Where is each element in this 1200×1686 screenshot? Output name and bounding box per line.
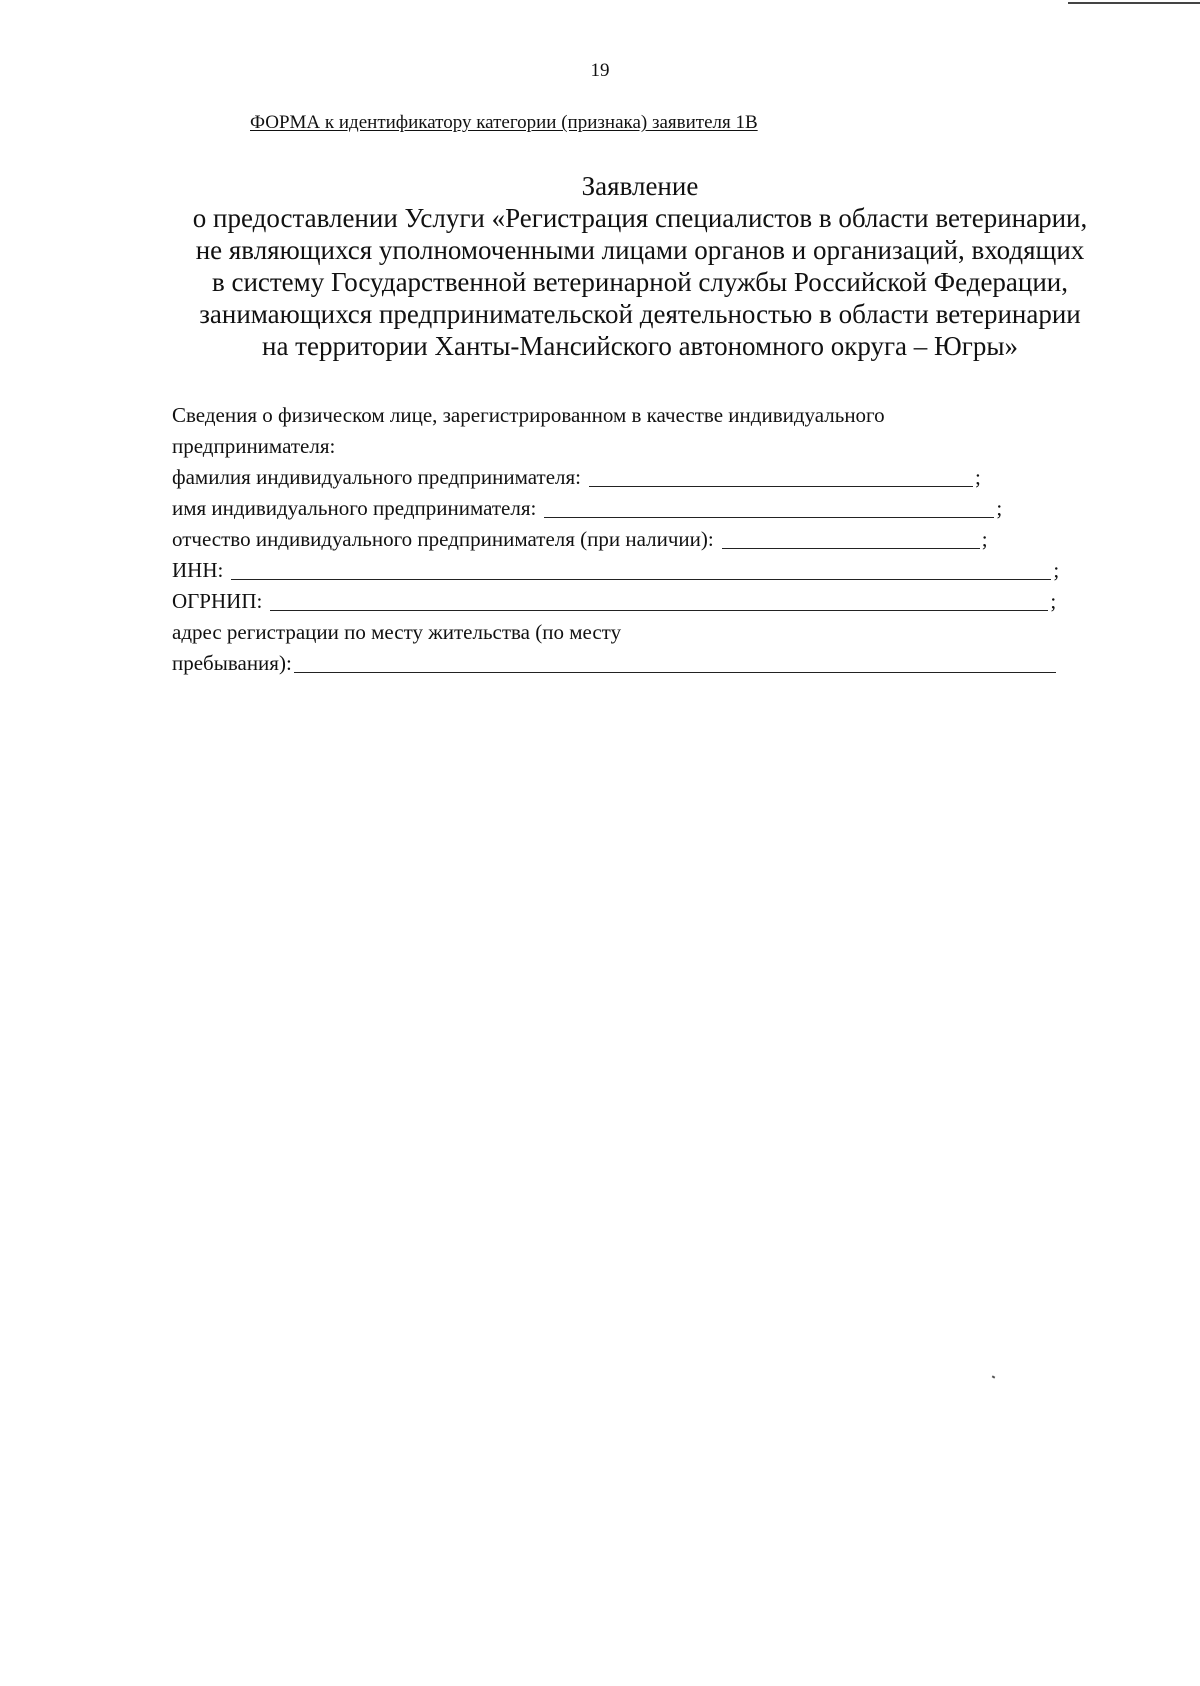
title-line: на территории Ханты-Мансийского автономного округа – Югры» (262, 331, 1018, 361)
patronymic-label: отчество индивидуального предпринимателя (при наличии): (172, 527, 714, 551)
inn-field-row (172, 555, 1092, 586)
address-label-cont: пребывания): (172, 651, 292, 675)
form-identifier: ФОРМА к идентификатору категории (признака) заявителя 1В (250, 112, 758, 133)
form-intro-line: предпринимателя: (172, 434, 336, 458)
first-name-label: имя индивидуального предпринимателя: (172, 496, 537, 520)
address-field-row (172, 648, 1072, 679)
patronymic-blank[interactable] (722, 528, 980, 549)
page-number: 19 (590, 60, 610, 81)
scan-speck (992, 1375, 996, 1378)
inn-label: ИНН: (172, 558, 224, 582)
title-line: в систему Государственной ветеринарной службы Российской Федерации, (211, 267, 1069, 297)
inn-blank[interactable] (231, 559, 1051, 580)
title-line: не являющихся уполномоченными лицами органов и организаций, входящих (195, 235, 1085, 265)
surname-blank[interactable] (589, 466, 973, 487)
title-line: о предоставлении Услуги «Регистрация специалистов в области ветеринарии, (192, 203, 1088, 233)
surname-end-mark: ; (975, 465, 981, 489)
ogrnip-field-row (172, 586, 1092, 617)
first-name-blank[interactable] (544, 497, 994, 518)
address-label-line: адрес регистрации по месту жительства (по месту (172, 620, 622, 644)
form-intro-line: Сведения о физическом лице, зарегистрированном в качестве индивидуального (172, 403, 885, 427)
ogrnip-label: ОГРНИП: (172, 589, 263, 613)
scan-edge-mark (1068, 2, 1200, 4)
patronymic-end-mark: ; (981, 527, 988, 551)
document-title (150, 170, 1130, 362)
title-heading: Заявление (581, 171, 699, 201)
applicant-form (172, 400, 1092, 679)
surname-field-row (172, 462, 1092, 493)
ogrnip-end-mark: ; (1050, 589, 1057, 613)
ogrnip-blank[interactable] (270, 590, 1048, 611)
title-line: занимающихся предпринимательской деятельностью в области ветеринарии (199, 299, 1081, 329)
surname-label: фамилия индивидуального предпринимателя: (172, 465, 581, 489)
patronymic-field-row (172, 524, 1092, 555)
inn-end-mark: ; (1053, 558, 1060, 582)
address-blank[interactable] (294, 652, 1056, 673)
first-name-field-row (172, 493, 1092, 524)
first-name-end-mark: ; (996, 496, 1003, 520)
